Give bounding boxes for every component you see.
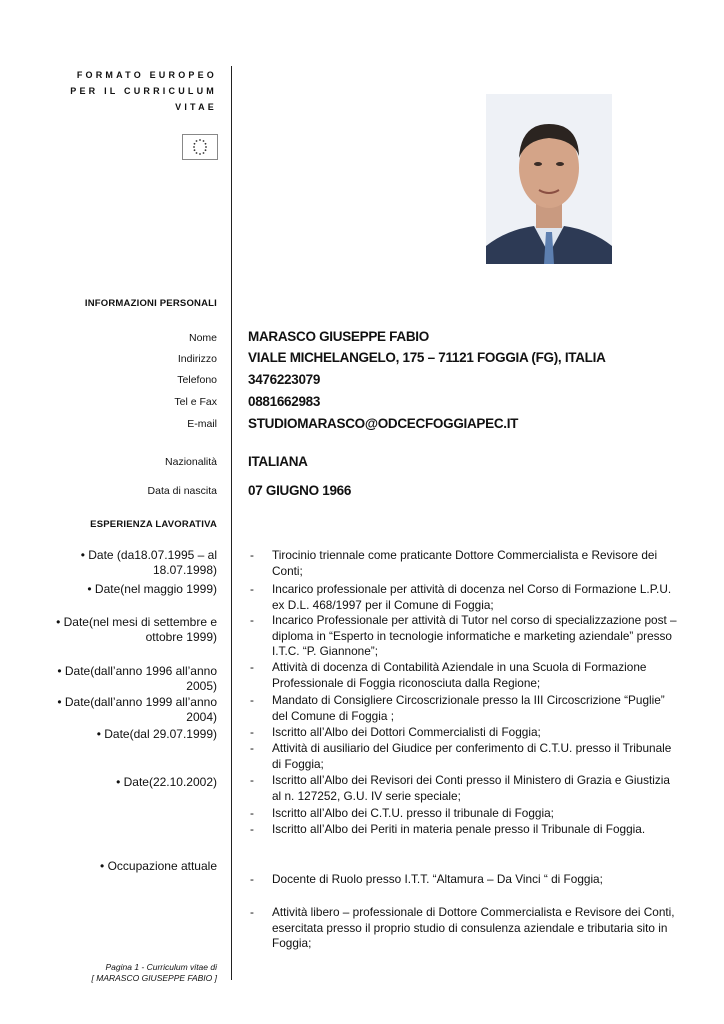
footer-line-2: [ MARASCO GIUSEPPE FABIO ] xyxy=(91,973,217,983)
date-label: • Occupazione attuale xyxy=(100,859,217,873)
value-telefono: 3476223079 xyxy=(248,372,321,387)
list-item: - Iscritto all’Albo dei Revisori dei Conti presso il Ministero di Grazia e Giustizia al n. 127252, G.U. IV serie speciale; xyxy=(250,773,670,803)
experience-heading: ESPERIENZA LAVORATIVA xyxy=(90,519,217,530)
title-line-2: PER IL CURRICULUM xyxy=(70,86,217,96)
list-item: - Tirocinio triennale come praticante Dottore Commercialista e Revisore dei Conti; xyxy=(250,548,658,578)
date-label: • Date (da18.07.1995 – al 18.07.1998) xyxy=(80,548,217,577)
list-item: - Attività di docenza di Contabilità Aziendale in una Scuola di Formazione Professionale di Foggia riconosciuta dalla Regione; xyxy=(250,660,647,690)
list-item: - Mandato di Consigliere Circoscrizionale presso la III Circoscrizione “Puglie” del Comune di Foggia ; xyxy=(250,693,665,723)
value-nazionalita: ITALIANA xyxy=(248,454,308,469)
document-title xyxy=(70,67,217,115)
list-item: - Attività libero – professionale di Dottore Commercialista e Revisore dei Conti, esercitata presso il proprio studio di consulenza aziendale e tributaria sito in Foggia; xyxy=(250,905,675,950)
value-indirizzo: VIALE MICHELANGELO, 175 – 71121 FOGGIA (FG), ITALIA xyxy=(248,350,606,365)
label-tel-fax: Tel e Fax xyxy=(174,396,217,408)
date-label: • Date(dall’anno 1999 all’anno 2004) xyxy=(57,695,217,724)
value-tel-fax: 0881662983 xyxy=(248,394,321,409)
label-telefono: Telefono xyxy=(177,374,217,386)
list-item: - Iscritto all’Albo dei C.T.U. presso il tribunale di Foggia; xyxy=(250,806,554,820)
footer-line-1: Pagina 1 - Curriculum vitae di xyxy=(105,962,217,972)
list-item: - Incarico Professionale per attività di Tutor nel corso di specializzazione post – diploma in “Esperto in tecnologie informatiche e marketing aziendale” presso I.T.C. “P. Giannone”; xyxy=(250,613,677,658)
title-line-3: VITAE xyxy=(175,102,217,112)
eu-flag-icon xyxy=(182,134,218,160)
label-email: E-mail xyxy=(187,418,217,430)
label-nome: Nome xyxy=(188,332,217,344)
value-email: STUDIOMARASCO@ODCECFOGGIAPEC.IT xyxy=(248,416,519,431)
date-label: • Date(dall’anno 1996 all’anno 2005) xyxy=(57,664,217,693)
date-label: • Date(nel mesi di settembre e ottobre 1999) xyxy=(56,615,217,644)
personal-info-heading: INFORMAZIONI PERSONALI xyxy=(84,298,217,309)
label-nazionalita: Nazionalità xyxy=(165,456,217,468)
date-label: • Date(22.10.2002) xyxy=(116,775,217,789)
value-data-nascita: 07 GIUGNO 1966 xyxy=(248,483,352,498)
page-footer xyxy=(92,962,217,984)
profile-photo xyxy=(486,94,612,264)
value-nome: MARASCO GIUSEPPE FABIO xyxy=(248,329,429,344)
label-data-nascita: Data di nascita xyxy=(147,485,217,497)
list-item: - Iscritto all’Albo dei Periti in materia penale presso il Tribunale di Foggia. xyxy=(250,822,646,836)
vertical-divider xyxy=(231,66,232,980)
date-label: • Date(dal 29.07.1999) xyxy=(96,727,217,741)
list-item: - Attività di ausiliario del Giudice per conferimento di C.T.U. presso il Tribunale di Foggia; xyxy=(250,741,672,771)
label-indirizzo: Indirizzo xyxy=(177,353,217,365)
list-item: - Incarico professionale per attività di docenza nel Corso di Formazione L.P.U. ex D.L. 468/1997 per il Comune di Foggia; xyxy=(250,582,672,612)
list-item: - Iscritto all’Albo dei Dottori Commercialisti di Foggia; xyxy=(250,725,541,739)
list-item: - Docente di Ruolo presso I.T.T. “Altamura – Da Vinci “ di Foggia; xyxy=(250,872,603,886)
date-label: • Date(nel maggio 1999) xyxy=(87,582,217,596)
title-line-1: FORMATO EUROPEO xyxy=(76,70,217,80)
